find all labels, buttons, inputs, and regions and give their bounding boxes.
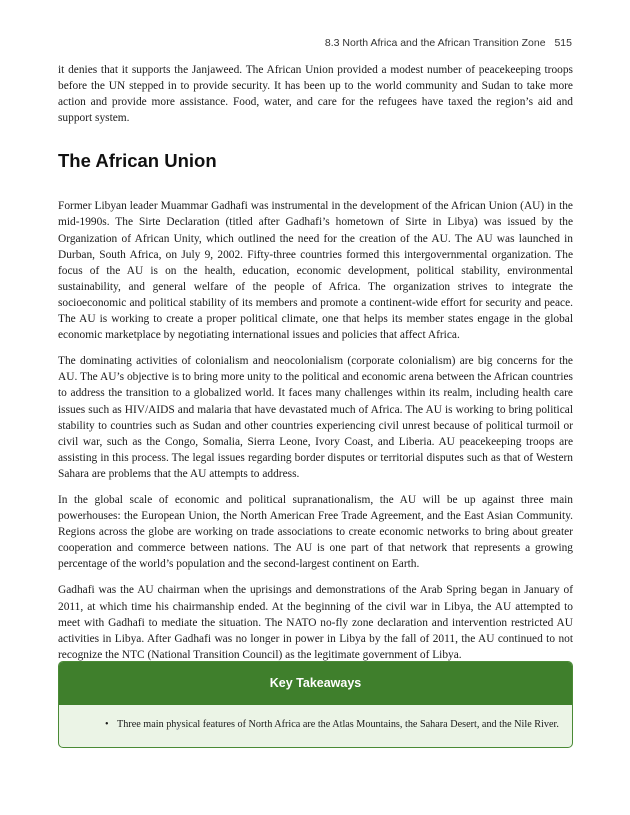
key-takeaway-text: Three main physical features of North Africa are the Atlas Mountains, the Sahara Desert, and the Nile River.: [117, 719, 559, 730]
body-paragraph: The dominating activities of colonialism and neocolonialism (corporate colonialism) are big concerns for the AU. The AU’s objective is to bring more unity to the political and economic arena between the African countries to address the transition to a globalized world. It faces many challenges within its realm, including health care issues such as HIV/AIDS and malaria that have devastated much of Africa. The AU is working to bring political stability to countries such as Sudan and other countries experiencing civil unrest because of political turmoil or civil war, such as the Congo, Somalia, Sierra Leone, Ivory Coast, and Liberia. AU peacekeeping troops are assisting in this process. The legal issues regarding border disputes or territorial disputes such as that of Western Sahara are problems that the AU attempts to address.: [58, 355, 573, 480]
key-takeaways-list: [59, 719, 572, 730]
body-paragraph: In the global scale of economic and political supranationalism, the AU will be up against three main powerhouses: the European Union, the North American Free Trade Agreement, and the East Asian Community. Regions across the globe are working on trade associations to create economic networks to bring about greater cooperation and commerce between nations. The AU is one part of that network that represents a growing percentage of the world’s population and the second-largest continent on Earth.: [58, 493, 573, 571]
body-paragraph: Former Libyan leader Muammar Gadhafi was instrumental in the development of the African Union (AU) in the mid-1990s. The Sirte Declaration (titled after Gadhafi’s hometown of Sirte in Libya) was issued by the Organization of African Unity, which outlined the need for the creation of the AU. The AU was launched in Durban, South Africa, on July 9, 2002. Fifty-three countries formed this intergovernmental organization. The focus of the AU is on the health, education, economic development, political stability, environmental sustainability, and general welfare of the people of Africa. The organization strives to integrate the socioeconomic and political stability of its members and promote a continent-wide effort for security and peace. The AU is working to create a proper political climate, one that helps its member states engage in the global economic marketplace by negotiating international issues and policies that affect Africa.: [58, 200, 573, 342]
key-takeaways-box: [58, 661, 573, 748]
running-title: 8.3 North Africa and the African Transition Zone: [324, 37, 546, 49]
running-header: [325, 37, 572, 49]
section-title: The African Union: [58, 150, 217, 172]
key-takeaways-title: Key Takeaways: [59, 662, 572, 705]
intro-paragraph: it denies that it supports the Janjaweed. The African Union provided a modest number of peacekeeping troops before the UN stepped in to provide security. It has been up to the world community and Sudan to take more action and provide more assistance. Food, water, and care for the refugees have taxed the region’s aid and support system.: [58, 64, 573, 125]
bullet-icon: •: [105, 719, 109, 730]
body-paragraph: Gadhafi was the AU chairman when the uprisings and demonstrations of the Arab Spring began in January of 2011, at which time his chairmanship ended. At the beginning of the civil war in Libya, the AU attempted to meet with Gadhafi to mediate the situation. The NATO no-fly zone declaration and intervention restricted AU activities in Libya. After Gadhafi was no longer in power in Libya by the fall of 2011, the AU continued to not recognize the NTC (National Transition Council) as the legitimate government of Libya.: [58, 584, 573, 661]
main-content: [58, 62, 573, 673]
page-number: 515: [554, 37, 572, 49]
key-takeaway-item: [105, 719, 572, 730]
